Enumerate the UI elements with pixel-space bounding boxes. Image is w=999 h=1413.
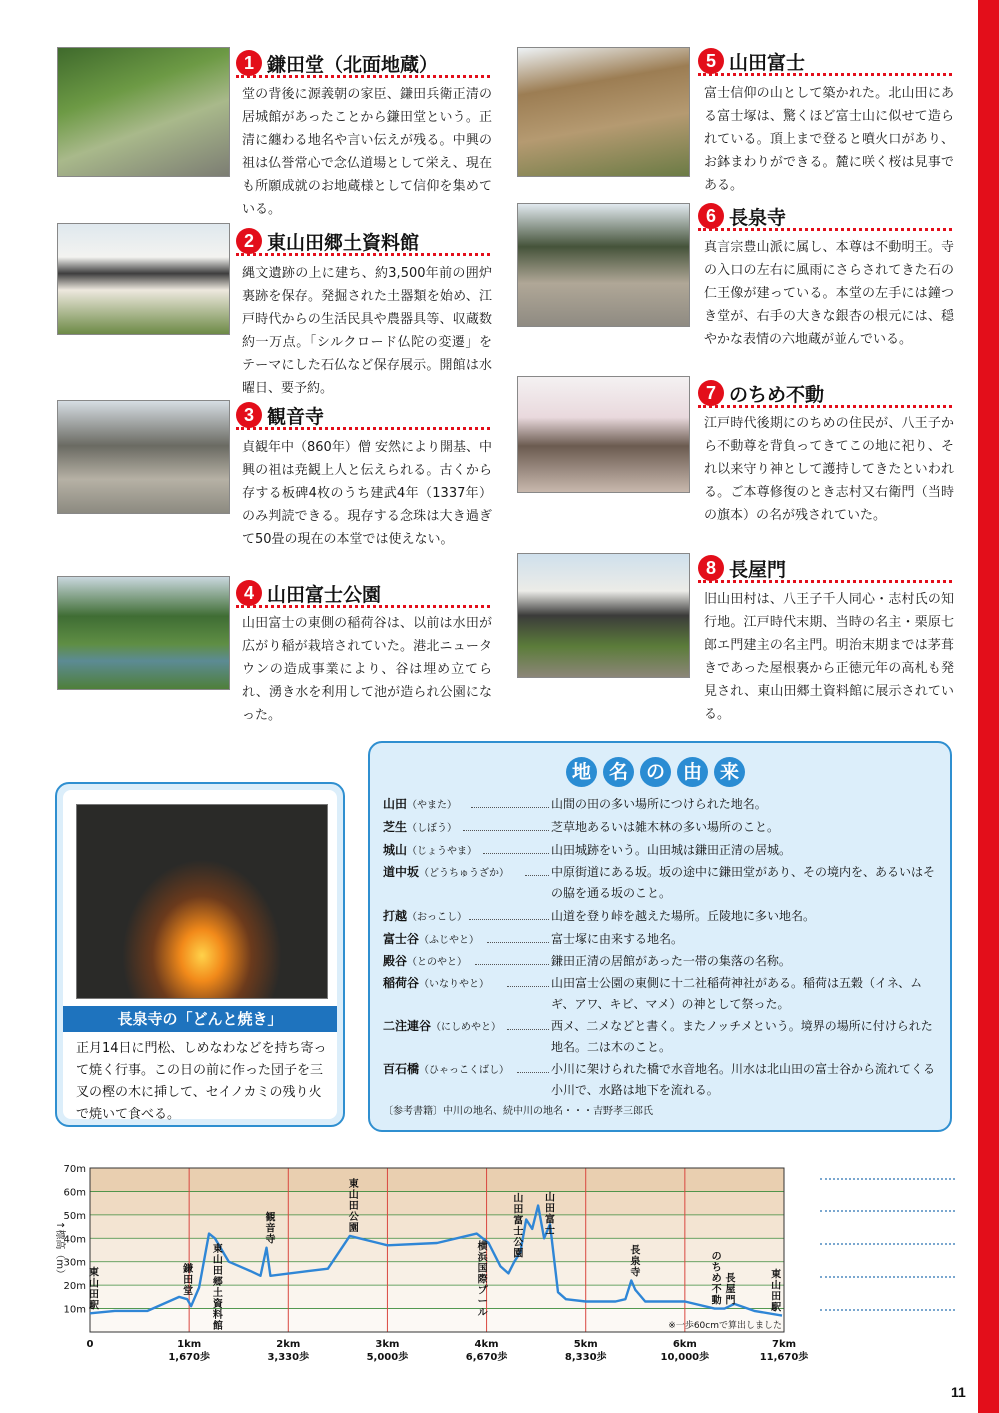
- chimei-term: 山田（やまた）: [383, 797, 458, 811]
- yamata-fuji-photo: [517, 47, 690, 177]
- x-tick-label: 4km: [474, 1339, 499, 1350]
- place-label: のちめ不動: [711, 1251, 722, 1307]
- spot-6-title: 長泉寺: [729, 207, 787, 229]
- memo-line: [820, 1309, 955, 1311]
- x-tick-steps-label: 5,000歩: [366, 1352, 409, 1363]
- spot-2-number: 2: [236, 228, 262, 254]
- spot-3-number: 3: [236, 402, 262, 428]
- spot-4-number: 4: [236, 580, 262, 606]
- x-tick-label: 6km: [672, 1339, 697, 1350]
- x-tick-steps-label: 6,670歩: [465, 1352, 508, 1363]
- spot-1-text: 堂の背後に源義朝の家臣、鎌田兵衛正清の居城館があったことから鎌田堂という。正清に纏わる地名や言い伝えが残る。中興の祖は仏誉常心で念仏道場として栄え、現在も所願成就のお地蔵様として信仰を集めている。: [242, 87, 492, 217]
- chimei-desc: 西メ、二メなどと書く。またノッチメという。境界の場所に付けられた地名。二は木のこと。: [551, 1019, 933, 1054]
- y-tick-label: 60m: [63, 1187, 86, 1199]
- chimei-term: 百石橋（ひゃっこくばし）: [383, 1062, 510, 1076]
- spot-7-text: 江戸時代後期にのちめの住民が、八王子から不動尊を背負ってきてこの地に祀り、それ以来守り神として護持してきたといわれる。ご本尊修復のとき志村又右衛門（当時の旗本）の名が残されていた。: [704, 416, 954, 523]
- chimei-term: 芝生（しぼう）: [383, 820, 458, 834]
- chimei-desc: 山田富士公園の東側に十二社稲荷神社がある。稲荷は五穀（イネ、ムギ、アワ、キビ、マメ）の神として祭った。: [551, 976, 923, 1011]
- place-label: 長泉寺: [630, 1245, 641, 1279]
- place-label: 東山田郷土資料館: [212, 1244, 223, 1332]
- chimei-term: 打越（おっこし）: [383, 909, 468, 923]
- place-label: 東山田公園: [348, 1178, 359, 1234]
- x-tick-steps-label: 1,670歩: [168, 1352, 210, 1363]
- chimei-title-char: 由: [677, 757, 708, 787]
- kannonji-photo: [57, 400, 230, 514]
- spot-4-title: 山田富士公園: [267, 584, 382, 606]
- chimei-title: [566, 757, 745, 787]
- kamatado-photo: [57, 47, 230, 177]
- place-label: 鎌田堂: [183, 1264, 194, 1298]
- spot-3-text: 貞観年中（860年）僧 安然により開基、中興の祖は尭観上人と伝えられる。古くから存する板碑4枚のうち建武4年（1337年）のみ判読できる。現存する念珠は大き過ぎて50畳の現在の本堂では使えない。: [242, 440, 492, 547]
- dotted-rule: [698, 228, 952, 231]
- leader-dots: [507, 986, 549, 987]
- dotted-rule: [236, 75, 490, 78]
- dondo-text: 正月14日に門松、しめなわなどを持ち寄って焼く行事。この日の前に作った団子を三叉の樫の木に挿して、セイノカミの残り火で焼いて食べる。: [76, 1041, 327, 1122]
- museum-photo: [57, 223, 230, 335]
- memo-line: [820, 1178, 955, 1180]
- nagayamon-photo: [517, 553, 690, 678]
- memo-line: [820, 1276, 955, 1278]
- y-tick-label: 10m: [63, 1304, 86, 1316]
- chart-note: ※一歩60cmで算出しました: [668, 1321, 782, 1331]
- chimei-term: 城山（じょうやま）: [383, 843, 478, 857]
- spot-3-heading: [236, 400, 490, 430]
- x-tick-label: 3km: [375, 1339, 400, 1350]
- chart-band: [90, 1168, 784, 1191]
- chimei-desc: 中原街道にある坂。坂の途中に鎌田堂があり、その境内を、あるいはその脇を通る坂のこと。: [551, 865, 936, 900]
- spot-1-heading: [236, 48, 490, 78]
- chimei-title-char: の: [640, 757, 671, 787]
- spot-2-heading: [236, 226, 490, 256]
- dondo-title: 長泉寺の「どんと焼き」: [63, 1006, 337, 1032]
- chimei-desc: 鎌田正清の居館があった一帯の集落の名称。: [551, 954, 791, 968]
- chimei-title-char: 名: [603, 757, 634, 787]
- memo-line: [820, 1210, 955, 1212]
- spot-8-title: 長屋門: [729, 559, 787, 581]
- chosenji-photo: [517, 203, 690, 327]
- chimei-term: 道中坂（どうちゅうざか）: [383, 865, 510, 879]
- dotted-rule: [698, 405, 952, 408]
- elevation-chart: [0, 1150, 820, 1390]
- memo-line: [820, 1243, 955, 1245]
- place-label: 東山田駅: [771, 1269, 782, 1314]
- spot-3-title: 観音寺: [267, 406, 325, 428]
- chimei-desc: 富士塚に由来する地名。: [551, 932, 684, 946]
- spot-5-heading: [698, 46, 952, 76]
- chimei-term: 殿谷（とのやと）: [383, 954, 468, 968]
- leader-dots: [475, 964, 549, 965]
- nochime-fudo-photo: [517, 376, 690, 493]
- spot-6-text: 真言宗豊山派に属し、本尊は不動明王。寺の入口の左右に風雨にさらされてきた石の仁王像が建っている。本堂の左手には鐘つき堂が、右手の大きな銀杏の根元には、穏やかな表情の六地蔵が並んでいる。: [704, 240, 954, 347]
- x-tick-label: 5km: [573, 1339, 598, 1350]
- yamata-fuji-park-photo: [57, 576, 230, 690]
- page-number: 11: [951, 1384, 966, 1400]
- spot-4-text: 山田富士の東側の稲荷谷は、以前は水田が広がり稲が栽培されていた。港北ニュータウンの造成事業により、谷は埋め立てられ、湧き水を利用して池が造られ公園になった。: [242, 616, 492, 723]
- spot-6-number: 6: [698, 203, 724, 229]
- spot-5-title: 山田富士: [729, 52, 806, 74]
- reference-note: 〔参考書籍〕中川の地名、続中川の地名・・・吉野孝三郎氏: [383, 1106, 653, 1117]
- spot-7-heading: [698, 378, 952, 408]
- page-edge-bar: [978, 0, 999, 1413]
- chimei-title-char: 地: [566, 757, 597, 787]
- leader-dots: [483, 853, 549, 854]
- y-tick-label: 40m: [63, 1234, 86, 1246]
- place-label: 山田富士: [545, 1192, 556, 1237]
- y-tick-label: 30m: [63, 1257, 86, 1269]
- chart-band: [90, 1215, 784, 1238]
- x-tick-steps-label: 10,000歩: [660, 1352, 710, 1363]
- leader-dots: [471, 807, 549, 808]
- chart-band: [90, 1191, 784, 1214]
- spot-7-title: のちめ不動: [729, 384, 825, 406]
- y-tick-label: 70m: [63, 1164, 86, 1175]
- chimei-term: 二注連谷（にしめやと）: [383, 1019, 502, 1033]
- chimei-title-char: 来: [714, 757, 745, 787]
- y-tick-label: 20m: [63, 1281, 86, 1293]
- dondo-panel: [55, 782, 345, 1127]
- place-label: 観音寺: [265, 1212, 276, 1246]
- place-label: 山田富士公園: [513, 1193, 524, 1260]
- leader-dots: [517, 1072, 549, 1073]
- spot-2-text: 縄文遺跡の上に建ち、約3,500年前の囲炉裏跡を保存。発掘された土器類を始め、江戸時代からの生活民具や農器具等、収蔵数約一万点。「シルクロード仏陀の変遷」をテーマにした石仏など保存展示。開館は水曜日、要予約。: [242, 266, 492, 396]
- spot-8-heading: [698, 553, 952, 583]
- dondo-fire-photo: [76, 804, 328, 999]
- x-tick-steps-label: 11,670歩: [759, 1352, 809, 1363]
- chimei-term: 富士谷（ふじやと）: [383, 932, 480, 946]
- chimei-desc: 小川に架けられた橋で水音地名。川水は北山田の富士谷から流れてくる小川で、水路は地下を流れる。: [551, 1062, 936, 1097]
- spot-4-heading: [236, 578, 490, 608]
- chimei-desc: 山田城跡をいう。山田城は鎌田正清の居城。: [551, 843, 792, 857]
- leader-dots: [463, 830, 549, 831]
- chimei-term: 稲荷谷（いなりやと）: [383, 976, 490, 990]
- dotted-rule: [698, 73, 952, 76]
- spot-1-number: 1: [236, 50, 262, 76]
- x-tick-steps-label: 8,330歩: [564, 1352, 607, 1363]
- x-tick-label: 2km: [276, 1339, 301, 1350]
- chart-band: [90, 1262, 784, 1285]
- leader-dots: [487, 942, 549, 943]
- x-tick-label: 7km: [771, 1339, 797, 1350]
- place-label: 東山田駅: [89, 1267, 99, 1312]
- place-label: 長屋門: [725, 1273, 736, 1307]
- leader-dots: [507, 1029, 549, 1030]
- y-tick-label: 50m: [63, 1210, 86, 1222]
- spot-8-text: 旧山田村は、八王子千人同心・志村氏の知行地。江戸時代末期、当時の名主・栗原七郎エ門建主の名主門。明治末期までは茅葺きであった屋根裏から正徳元年の高札も発見され、東山田郷土資料館に展示されている。: [704, 592, 954, 722]
- spot-2-title: 東山田郷土資料館: [267, 232, 420, 254]
- dotted-rule: [236, 605, 490, 608]
- leader-dots: [525, 875, 549, 876]
- x-tick-label: 0: [86, 1339, 94, 1350]
- dotted-rule: [698, 580, 952, 583]
- spot-6-heading: [698, 201, 952, 231]
- chimei-desc: 山間の田の多い場所につけられた地名。: [551, 797, 767, 811]
- y-axis-label: ↑標高（m）: [54, 1220, 65, 1280]
- spot-8-number: 8: [698, 555, 724, 581]
- chimei-desc: 芝草地あるいは雑木林の多い場所のこと。: [551, 820, 780, 834]
- leader-dots: [469, 919, 549, 920]
- dotted-rule: [236, 427, 490, 430]
- spot-1-title: 鎌田堂（北面地蔵）: [267, 54, 439, 76]
- chimei-desc: 山道を登り峠を越えた場所。丘陵地に多い地名。: [551, 909, 816, 923]
- spot-5-text: 富士信仰の山として築かれた。北山田にある富士塚は、驚くほど富士山に似せて造られている。頂上まで登ると噴火口があり、お鉢まわりができる。麓に咲く桜は見事である。: [704, 86, 954, 193]
- spot-7-number: 7: [698, 380, 724, 406]
- dotted-rule: [236, 253, 490, 256]
- x-tick-steps-label: 3,330歩: [267, 1352, 310, 1363]
- x-tick-label: 1km: [177, 1339, 202, 1350]
- place-label: 横浜国際プール: [477, 1241, 488, 1319]
- spot-5-number: 5: [698, 48, 724, 74]
